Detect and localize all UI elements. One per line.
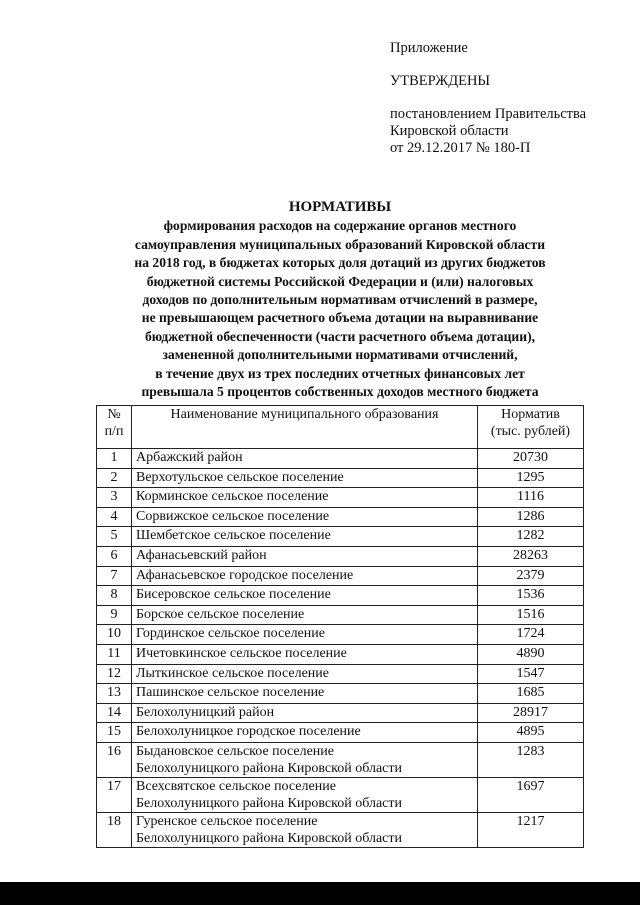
table-row [97, 605, 584, 625]
table-row [97, 546, 584, 566]
table-row [97, 586, 584, 606]
row-value: 1697 [478, 777, 584, 812]
table-row [97, 812, 584, 847]
header-name: Наименование муниципального образования [132, 406, 478, 449]
table-row [97, 742, 584, 777]
approval-block [390, 40, 586, 157]
row-name-line1: Арбажский район [136, 450, 243, 465]
table-row [97, 723, 584, 743]
row-name-line2: Белохолуницкого района Кировской области [136, 760, 402, 776]
row-number: 3 [97, 488, 132, 508]
row-value: 28917 [478, 703, 584, 723]
table-row [97, 527, 584, 547]
row-number: 15 [97, 723, 132, 743]
header-number [97, 406, 132, 449]
row-number: 17 [97, 777, 132, 812]
header-number-line2: п/п [104, 424, 124, 439]
row-name [132, 644, 478, 664]
row-name [132, 605, 478, 625]
row-name-line1: Афанасьевский район [136, 547, 267, 563]
row-number: 9 [97, 605, 132, 625]
row-name [132, 664, 478, 684]
row-value: 20730 [478, 449, 584, 469]
row-name [132, 527, 478, 547]
decree-number: от 29.12.2017 № 180-П [390, 140, 531, 156]
title-line: доходов по дополнительным нормативам отчислений в размере, [142, 292, 538, 308]
title-main: НОРМАТИВЫ [288, 199, 392, 215]
row-number: 1 [97, 449, 132, 469]
row-value: 28263 [478, 546, 584, 566]
row-value: 1547 [478, 664, 584, 684]
row-name-line1: Верхотульское сельское поселение [136, 469, 344, 485]
row-name-line1: Шембетское сельское поселение [136, 528, 331, 544]
title-line: на 2018 год, в бюджетах которых доля дотаций из других бюджетов [134, 255, 546, 271]
row-name-line1: Ичетовкинское сельское поселение [136, 645, 347, 661]
document-title [60, 198, 620, 401]
table-row [97, 703, 584, 723]
table-row [97, 664, 584, 684]
row-number: 12 [97, 664, 132, 684]
row-name [132, 723, 478, 743]
title-line: в течение двух из трех последних отчетных финансовых лет [155, 365, 525, 381]
row-name [132, 777, 478, 812]
row-number: 5 [97, 527, 132, 547]
table-header-row [97, 406, 584, 449]
row-value: 1724 [478, 625, 584, 645]
row-name-line1: Белохолуницкий район [136, 704, 275, 720]
row-name-line2: Белохолуницкого района Кировской области [136, 830, 402, 846]
scan-edge-bar [0, 882, 640, 905]
title-line: формирования расходов на содержание органов местного [163, 218, 517, 234]
approved-label: УТВЕРЖДЕНЫ [390, 73, 491, 89]
row-name-line1: Пашинское сельское поселение [136, 685, 325, 701]
table-row [97, 488, 584, 508]
title-line: превышала 5 процентов собственных доходов местного бюджета [141, 384, 539, 400]
row-name-line1: Белохолуницкое городское поселение [136, 724, 361, 740]
row-number: 10 [97, 625, 132, 645]
row-number: 6 [97, 546, 132, 566]
decree-line-1: постановлением Правительства [390, 106, 587, 122]
row-value: 1217 [478, 812, 584, 847]
table-row [97, 684, 584, 704]
table-row [97, 644, 584, 664]
title-line: замененной дополнительными нормативами отчислений, [162, 347, 518, 363]
row-value: 1536 [478, 586, 584, 606]
row-name-line1: Лыткинское сельское поселение [136, 665, 329, 681]
header-value-line2: (тыс. рублей) [490, 424, 571, 439]
table-row [97, 468, 584, 488]
row-name [132, 742, 478, 777]
table-row [97, 449, 584, 469]
row-name-line1: Корминское сельское поселение [136, 489, 329, 505]
row-name [132, 468, 478, 488]
table-row [97, 507, 584, 527]
row-name [132, 684, 478, 704]
row-name [132, 586, 478, 606]
row-name [132, 812, 478, 847]
row-name [132, 546, 478, 566]
row-name [132, 703, 478, 723]
row-value: 1516 [478, 605, 584, 625]
row-number: 14 [97, 703, 132, 723]
title-line: самоуправления муниципальных образований Кировской области [134, 236, 546, 252]
row-number: 11 [97, 644, 132, 664]
title-line: бюджетной системы Российской Федерации и (или) налоговых [146, 273, 534, 289]
table-row [97, 566, 584, 586]
appendix-label: Приложение [390, 40, 468, 56]
row-name [132, 488, 478, 508]
row-name-line1: Быдановское сельское поселение [136, 743, 334, 759]
row-name-line1: Всехсвятское сельское поселение [136, 778, 336, 794]
table-row [97, 777, 584, 812]
row-name-line1: Бисеровское сельское поселение [136, 587, 331, 603]
row-number: 18 [97, 812, 132, 847]
title-line: бюджетной обеспеченности (части расчетного объема дотации), [144, 328, 536, 344]
decree-line-2: Кировской области [390, 123, 509, 139]
row-value: 1286 [478, 507, 584, 527]
row-number: 13 [97, 684, 132, 704]
row-value: 2379 [478, 566, 584, 586]
row-name [132, 566, 478, 586]
row-number: 16 [97, 742, 132, 777]
row-value: 4890 [478, 644, 584, 664]
row-name-line1: Борское сельское поселение [136, 606, 305, 622]
row-number: 8 [97, 586, 132, 606]
row-value: 1295 [478, 468, 584, 488]
row-value: 4895 [478, 723, 584, 743]
row-value: 1685 [478, 684, 584, 704]
row-name-line1: Афанасьевское городское поселение [136, 567, 354, 583]
row-name-line1: Гординское сельское поселение [136, 626, 325, 642]
normatives-table [96, 405, 584, 848]
row-name-line1: Гуренское сельское поселение [136, 813, 318, 829]
row-name [132, 449, 478, 469]
header-value-line1: Норматив [501, 407, 560, 422]
row-value: 1283 [478, 742, 584, 777]
row-name [132, 507, 478, 527]
row-number: 2 [97, 468, 132, 488]
row-name-line1: Сорвижское сельское поселение [136, 508, 330, 524]
row-value: 1116 [478, 488, 584, 508]
row-value: 1282 [478, 527, 584, 547]
row-number: 4 [97, 507, 132, 527]
header-value [478, 406, 584, 449]
row-name [132, 625, 478, 645]
header-number-line1: № [107, 407, 121, 422]
table-row [97, 625, 584, 645]
row-number: 7 [97, 566, 132, 586]
row-name-line2: Белохолуницкого района Кировской области [136, 795, 402, 811]
title-line: не превышающем расчетного объема дотации на выравнивание [141, 310, 539, 326]
